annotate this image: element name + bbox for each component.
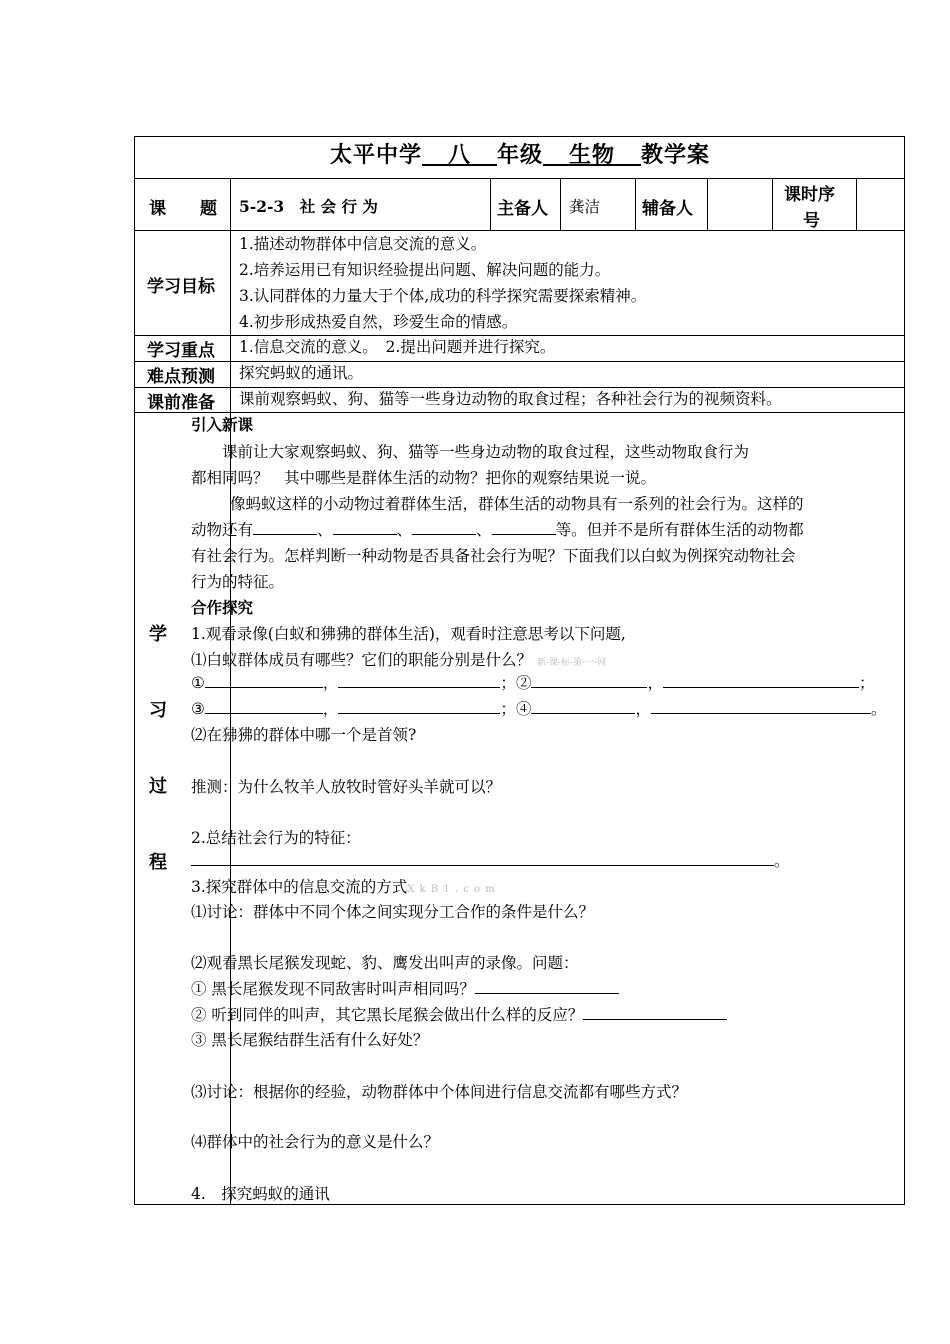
- difficulty-value: 探究蚂蚁的通讯。: [239, 364, 364, 382]
- column-divider: [772, 178, 773, 230]
- fill-blank[interactable]: [338, 671, 500, 688]
- column-divider: [707, 178, 708, 230]
- intro-paragraph-line: 有社会行为。怎样判断一种动物是否具备社会行为呢？下面我们以白蚁为例探究动物社会: [191, 547, 796, 565]
- column-divider: [490, 178, 491, 230]
- fill-blank[interactable]: [583, 1003, 727, 1020]
- intro-paragraph-line: 像蚂蚁这样的小动物过着群体生活，群体生活的动物具有一系列的社会行为。这样的: [230, 495, 804, 513]
- question-3-2-c: ③ 黑长尾猴结群生活有什么好处？: [191, 1031, 429, 1049]
- intro-heading: 引入新课: [191, 415, 254, 434]
- fill-blank[interactable]: [531, 697, 635, 714]
- row-divider: [135, 178, 904, 179]
- key-points-value: 1.信息交流的意义。 2.提出问题并进行探究。: [239, 338, 556, 356]
- intro-paragraph-line-with-blanks: 动物还有 、 、 、 等。但并不是所有群体生活的动物都: [191, 517, 804, 543]
- topic-value: 5-2-3 社 会 行 为: [239, 197, 378, 216]
- question-3-2-b: ② 听到同伴的叫声，其它黑长尾猴会做出什么样的反应？: [191, 1002, 727, 1028]
- intro-paragraph-line: 行为的特征。: [191, 573, 285, 591]
- fill-blank[interactable]: [253, 518, 317, 535]
- watermark: 新-课-标-第-一-网: [536, 658, 607, 668]
- question-3: 3.探究群体中的信息交流的方式X k B 1 . c o m: [191, 878, 496, 896]
- process-label-char: 学: [149, 624, 167, 645]
- lesson-number-label-2: 号: [803, 211, 820, 231]
- answer-line-row: ③ ， ；④ ， 。: [191, 696, 886, 722]
- watermark: X k B 1 . c o m: [407, 884, 496, 895]
- column-divider: [560, 178, 561, 230]
- preparer-label: 主备人: [497, 199, 548, 219]
- process-label-char: 过: [149, 776, 167, 797]
- process-label-char: 程: [149, 852, 167, 873]
- title-school: 太平中学: [330, 142, 423, 168]
- process-label-char: 习: [149, 700, 167, 721]
- question-3-2-a: ① 黑长尾猴发现不同敌害时叫声相同吗？: [191, 976, 619, 1002]
- fill-blank[interactable]: [651, 697, 871, 714]
- column-divider: [856, 178, 857, 230]
- fill-blank[interactable]: [191, 849, 774, 866]
- difficulty-label: 难点预测: [147, 367, 215, 387]
- question-3-1: ⑴讨论：群体中不同个体之间实现分工合作的条件是什么？: [191, 903, 595, 921]
- fill-blank[interactable]: [338, 697, 500, 714]
- fill-blank[interactable]: [412, 518, 476, 535]
- column-divider: [635, 178, 636, 230]
- fill-blank[interactable]: [333, 518, 397, 535]
- guess-question: 推测：为什么牧羊人放牧时管好头羊就可以？: [191, 778, 502, 796]
- intro-paragraph-line: 课前让大家观察蚂蚁、狗、猫等一些身边动物的取食过程，这些动物取食行为: [222, 443, 750, 461]
- question-1-2: ⑵在狒狒的群体中哪一个是首领?: [191, 726, 417, 744]
- answer-line-row: 。: [191, 848, 790, 874]
- question-3-3: ⑶讨论：根据你的经验，动物群体中个体间进行信息交流都有哪些方式？: [191, 1083, 688, 1101]
- question-4: 4. 探究蚂蚁的通讯: [191, 1185, 330, 1203]
- fill-blank[interactable]: [492, 518, 556, 535]
- lesson-number-label-1: 课时序: [784, 185, 835, 205]
- preparation-label: 课前准备: [147, 393, 215, 413]
- objective-item: 4.初步形成热爱自然，珍爱生命的情感。: [239, 313, 518, 331]
- title-grade: 八: [448, 142, 472, 168]
- assistant-label: 辅备人: [642, 199, 693, 219]
- objective-item: 3.认同群体的力量大于个体,成功的科学探究需要探索精神。: [239, 287, 647, 305]
- key-points-label: 学习重点: [147, 341, 215, 361]
- question-1: 1.观看录像(白蚁和狒狒的群体生活)，观看时注意思考以下问题,: [191, 625, 626, 643]
- preparer-value: 龚洁: [569, 198, 601, 216]
- answer-line-row: ① ， ；② ， ；: [191, 670, 874, 696]
- cooperative-heading: 合作探究: [191, 598, 254, 617]
- question-3-4: ⑷群体中的社会行为的意义是什么？: [191, 1133, 440, 1151]
- intro-paragraph-line: 都相同吗？ 其中哪些是群体生活的动物？把你的观察结果说一说。: [191, 469, 657, 487]
- page-title: [330, 138, 710, 169]
- preparation-value: 课前观察蚂蚁、狗、猫等一些身边动物的取食过程；各种社会行为的视频资料。: [239, 390, 782, 408]
- objective-item: 2.培养运用已有知识经验提出问题、解决问题的能力。: [239, 261, 611, 279]
- fill-blank[interactable]: [205, 697, 323, 714]
- objective-item: 1.描述动物群体中信息交流的意义。: [239, 235, 487, 253]
- question-1-1: ⑴白蚁群体成员有哪些？它们的职能分别是什么？ 新-课-标-第-一-网: [191, 651, 607, 669]
- question-2: 2.总结社会行为的特征：: [191, 829, 361, 847]
- fill-blank[interactable]: [663, 671, 859, 688]
- question-3-2: ⑵观看黑长尾猴发现蛇、豹、鹰发出叫声的录像。问题：: [191, 954, 579, 972]
- title-subject: 生物: [569, 142, 616, 168]
- fill-blank[interactable]: [475, 977, 619, 994]
- title-grade-suffix: 年级: [497, 142, 544, 168]
- fill-blank[interactable]: [531, 671, 647, 688]
- fill-blank[interactable]: [205, 671, 323, 688]
- title-doc-type: 教学案: [641, 142, 711, 168]
- objectives-label: 学习目标: [147, 277, 215, 297]
- topic-label: 课 题: [149, 199, 217, 219]
